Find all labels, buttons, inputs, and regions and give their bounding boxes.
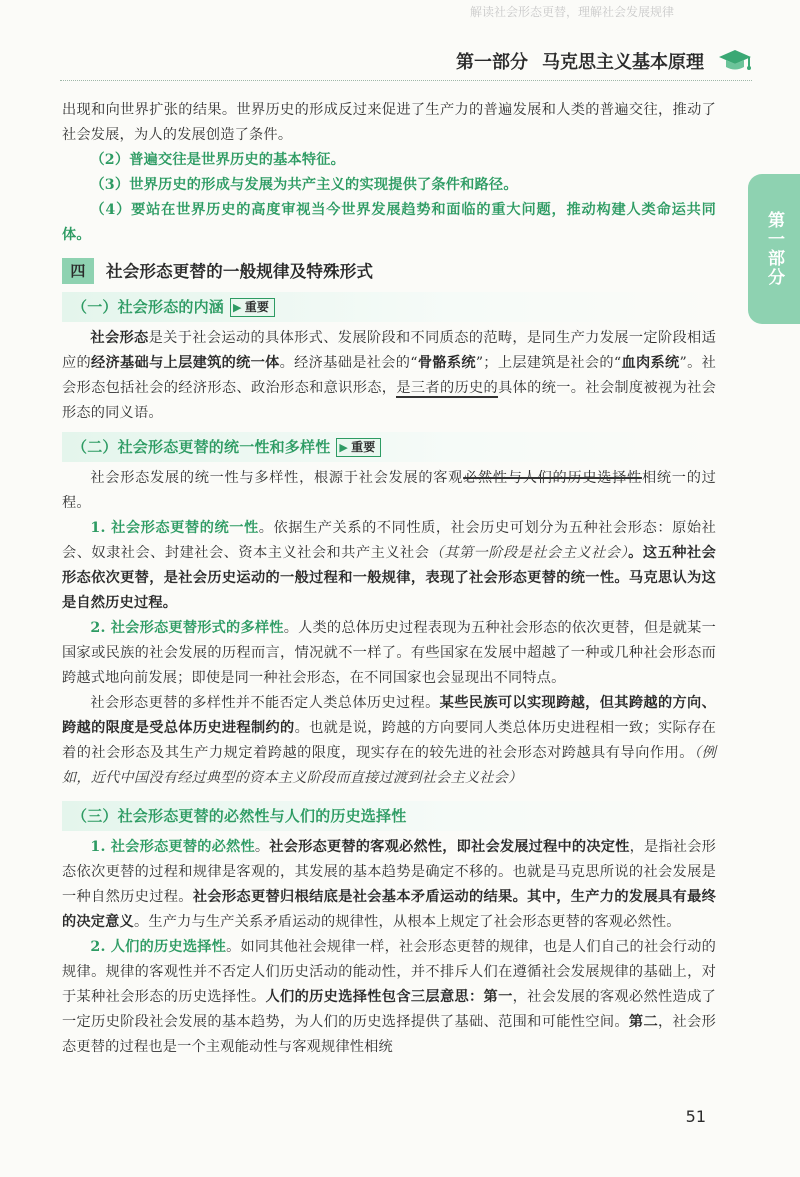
header-title: 马克思主义基本原理 (542, 52, 704, 73)
header-part: 第一部分 (456, 52, 528, 73)
intro-paragraph: 出现和向世界扩张的结果。世界历史的形成反过来促进了生产力的普遍发展和人类的普遍交往，推动了社会发展，为人的发展创造了条件。 (62, 102, 716, 143)
subsection-title-1: （一）社会形态的内涵 (72, 297, 225, 316)
important-badge (336, 438, 381, 457)
header-divider (60, 80, 752, 81)
arrow-icon: ▶ (339, 440, 349, 454)
subsection-heading-1 (62, 292, 716, 322)
section-heading (62, 258, 716, 284)
top-faint-text: 解读社会形态更替，理解社会发展规律 (470, 5, 675, 19)
necessity-paragraph: 1. 社会形态更替的必然性。社会形态更替的客观必然性，即社会发展过程中的决定性，是指社会形态依次更替的过程和规律是客观的，其发展的基本趋势是确定不移的。也就是马克思所说的社会发展是一种自然历史过程。社会形态更替归根结底是社会基本矛盾运动的结果。其中，生产力的发展具有最终的决定意义。生产力与生产关系矛盾运动的规律性，从根本上规定了社会形态更替的客观必然性。 (62, 839, 717, 930)
subsection-title-3: （三）社会形态更替的必然性与人们的历史选择性 (72, 806, 407, 825)
important-badge (230, 298, 275, 317)
social-form-definition: 社会形态是关于社会运动的具体形式、发展阶段和不同质态的范畴，是同生产力发展一定阶段相适应的经济基础与上层建筑的统一体。经济基础是社会的“骨骼系统”；上层建筑是社会的“血肉系统”。社会形态包括社会的经济形态、政治形态和意识形态，是三者的历史的具体的统一。社会制度被视为社会形态的同义语。 (62, 330, 717, 421)
page-content (62, 98, 716, 1060)
leap-paragraph: 社会形态更替的多样性并不能否定人类总体历史过程。某些民族可以实现跨越，但其跨越的方向、跨越的限度是受总体历史进程制约的。也就是说，跨越的方向要同人类总体历史进程相一致；实际存在着的社会形态及其生产力规定着跨越的限度，现实存在的较先进的社会形态对跨越具有导向作用。（例如，近代中国没有经过典型的资本主义阶段而直接过渡到社会主义社会） (62, 695, 716, 786)
arrow-icon: ▶ (233, 300, 242, 314)
side-tab-label: 第一部分 (764, 211, 784, 287)
subsection-heading-3 (62, 801, 716, 831)
intro-item-4: （4）要站在世界历史的高度审视当今世界发展趋势和面临的重大问题，推动构建人类命运共同体。 (62, 202, 716, 243)
graduation-cap-icon (718, 48, 752, 74)
section-title: 社会形态更替的一般规律及特殊形式 (106, 261, 374, 281)
badge-label: 重要 (244, 299, 270, 314)
subsection-heading-2 (62, 432, 716, 462)
handwritten-strike: 必然性与人们的历史选择性 (463, 470, 642, 486)
page-header (456, 46, 752, 76)
intro-item-3: （3）世界历史的形成与发展为共产主义的实现提供了条件和路径。 (90, 177, 518, 193)
unity-diversity-intro: 社会形态发展的统一性与多样性，根源于社会发展的客观必然性与人们的历史选择性相统一的过程。 (62, 470, 716, 511)
badge-label: 重要 (351, 439, 376, 454)
page-number: 51 (685, 1107, 706, 1126)
handwritten-underline: 是三者的历史的 (396, 380, 499, 396)
section-number: 四 (62, 258, 94, 284)
intro-item-2: （2）普遍交往是世界历史的基本特征。 (90, 152, 346, 168)
unity-paragraph: 1. 社会形态更替的统一性。依据生产关系的不同性质，社会历史可划分为五种社会形态：原始社会、奴隶社会、封建社会、资本主义社会和共产主义社会（其第一阶段是社会主义社会）。这五种社会形态依次更替，是社会历史运动的一般过程和一般规律，表现了社会形态更替的统一性。马克思认为这是自然历史过程。 (62, 520, 717, 611)
diversity-paragraph: 2. 社会形态更替形式的多样性。人类的总体历史过程表现为五种社会形态的依次更替，但是就某一国家或民族的社会发展的历程而言，情况就不一样了。有些国家在发展中超越了一种或几种社会形态而跨越式地向前发展；即使是同一种社会形态，在不同国家也会显现出不同特点。 (62, 620, 716, 686)
term: 社会形态 (90, 330, 149, 346)
subsection-title-2: （二）社会形态更替的统一性和多样性 (72, 437, 331, 456)
top-faint-header (0, 0, 800, 20)
side-tab-part-one[interactable] (748, 174, 800, 324)
choice-paragraph: 2. 人们的历史选择性。如同其他社会规律一样，社会形态更替的规律，也是人们自己的社会行动的规律。规律的客观性并不否定人们历史活动的能动性，并不排斥人们在遵循社会发展规律的基础上，对于某种社会形态的历史选择性。人们的历史选择性包含三层意思：第一，社会发展的客观必然性造成了一定历史阶段社会发展的基本趋势，为人们的历史选择提供了基础、范围和可能性空间。第二，社会形态更替的过程也是一个主观能动性与客观规律性相统 (62, 939, 717, 1055)
